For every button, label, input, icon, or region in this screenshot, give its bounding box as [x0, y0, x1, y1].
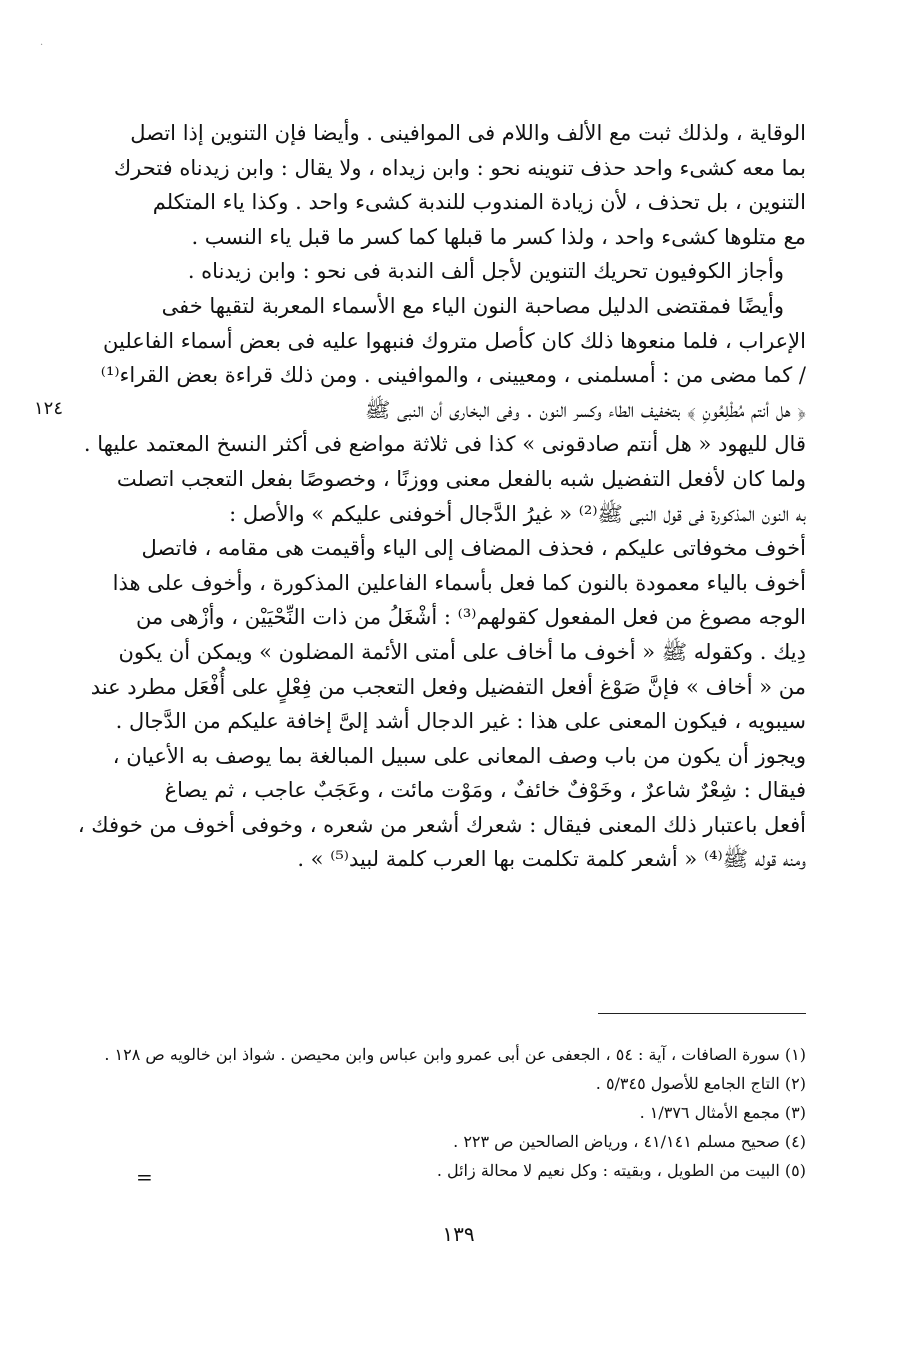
text-line: الوقاية ، ولذلك ثبت مع الألف واللام فى الموافينى . وأيضا فإن التنوين إذا اتصل [130, 121, 806, 145]
text-line: أخوف مخوفاتى عليكم ، فحذف المضاف إلى الياء وأقيمت هى مقامه ، فاتصل [141, 536, 806, 561]
page-number: ١٣٩ [442, 1222, 475, 1246]
text-line: مع متلوها كشىء واحد ، ولذا كسر ما قبلها كما كسر ما قبل ياء النسب . [191, 224, 806, 249]
text-line: وأجاز الكوفيون تحريك التنوين لأجل ألف الندبة فى نحو : وابن زيدناه . [187, 259, 784, 284]
continuation-mark: = [136, 1165, 153, 1189]
text-line: ومنه قوله ﷺ⁽⁴⁾ « أشعر كلمة تكلمت بها العرب كلمة لبيد⁽⁵⁾ » . [297, 847, 806, 872]
text-line: قال لليهود « هل أنتم صادقونى » كذا فى ثلاثة مواضع فى أكثر النسخ المعتمد عليها . [83, 432, 806, 457]
text-line: دِيك . وكقوله ﷺ « أخوف ما أخاف على أمتى الأئمة المضلون » ويمكن أن يكون [118, 639, 806, 664]
footnotes [104, 1040, 806, 1189]
text-line: أخوف بالياء معمودة بالنون كما فعل بأسماء الفاعلين المذكورة ، وأخوف على هذا [112, 570, 806, 595]
footnote: (٤) صحيح مسلم ٤١/١٤١ ، ورياض الصالحين ص ٢٢٣ . [453, 1132, 806, 1151]
footnote: (٥) البيت من الطويل ، وبقيته : وكل نعيم لا محالة زائل . [436, 1161, 806, 1180]
text-line: به النون المذكورة فى قول النبى ﷺ⁽²⁾ « غيرُ الدَّجال أخوفنى عليكم » والأصل : [229, 501, 806, 526]
text-line: الوجه مصوغ من فعل المفعول كقولهم⁽³⁾ : أشْغَلُ من ذات النِّحْيَيْن ، وأزْهى من [136, 605, 806, 630]
text-line: ولما كان لأفعل التفضيل شبه بالفعل معنى ووزنًا ، وخصوصًا بفعل التعجب اتصلت [116, 466, 806, 491]
text-line: ويجوز أن يكون من باب وصف المعانى على سبيل المبالغة بما يوصف به الأعيان ، [112, 743, 806, 768]
text-line: التنوين ، بل تحذف ، لأن زيادة المندوب للندبة كشىء واحد . وكذا ياء المتكلم [152, 190, 806, 215]
text-line: وأيضًا فمقتضى الدليل مصاحبة النون الياء مع الأسماء المعربة لتقيها خفى [161, 293, 784, 318]
footnote: (٣) مجمع الأمثال ١/٣٧٦ . [639, 1103, 806, 1122]
footnote-separator [598, 1013, 806, 1014]
text-line: ﴿ هل أنتم مُطْلِعُونِ ﴾ بتخفيف الطاء وكسر النون . وفى البخارى أن النبى ﷺ [364, 397, 806, 422]
margin-reference-number: ١٢٤ [34, 398, 64, 419]
text-line: فيقال : شِعْرٌ شاعرٌ ، وخَوْفٌ خائفٌ ، ومَوْت مائت ، وعَجَبٌ عاجب ، ثم يصاغ [164, 778, 806, 803]
footnote: (٢) التاج الجامع للأصول ٥/٣٤٥ . [595, 1074, 806, 1093]
text-line: / كما مضى من : أمسلمنى ، ومعيينى ، والموافينى . ومن ذلك قراءة بعض القراء⁽¹⁾ [100, 363, 806, 388]
text-line: بما معه كشىء واحد حذف تنوينه نحو : وابن زيداه ، ولا يقال : وابن زيدناه فتحرك [113, 155, 806, 180]
scan-speck: · [40, 40, 44, 51]
text-line: الإعراب ، فلما منعوها ذلك كان كأصل متروك فنبهوا عليه فى بعض أسماء الفاعلين [103, 328, 806, 353]
text-line: من « أخاف » فإنَّ صَوْغ أفعل التفضيل وفعل التعجب من فِعْلٍ على أُفْعَل مطرد عند [90, 674, 806, 699]
footnote: (١) سورة الصافات ، آية : ٥٤ ، الجعفى عن أبى عمرو وابن عباس وابن محيصن . شواذ ابن خالويه ص ١٢٨ . [104, 1045, 806, 1064]
text-line: أفعل باعتبار ذلك المعنى فيقال : شعرك أشعر من شعره ، وخوفى أخوف من خوفك ، [77, 812, 806, 837]
text-line: سيبويه ، فيكون المعنى على هذا : غير الدجال أشد إلىَّ إخافة عليكم من الدَّجال . [115, 709, 806, 734]
main-text [77, 116, 806, 877]
